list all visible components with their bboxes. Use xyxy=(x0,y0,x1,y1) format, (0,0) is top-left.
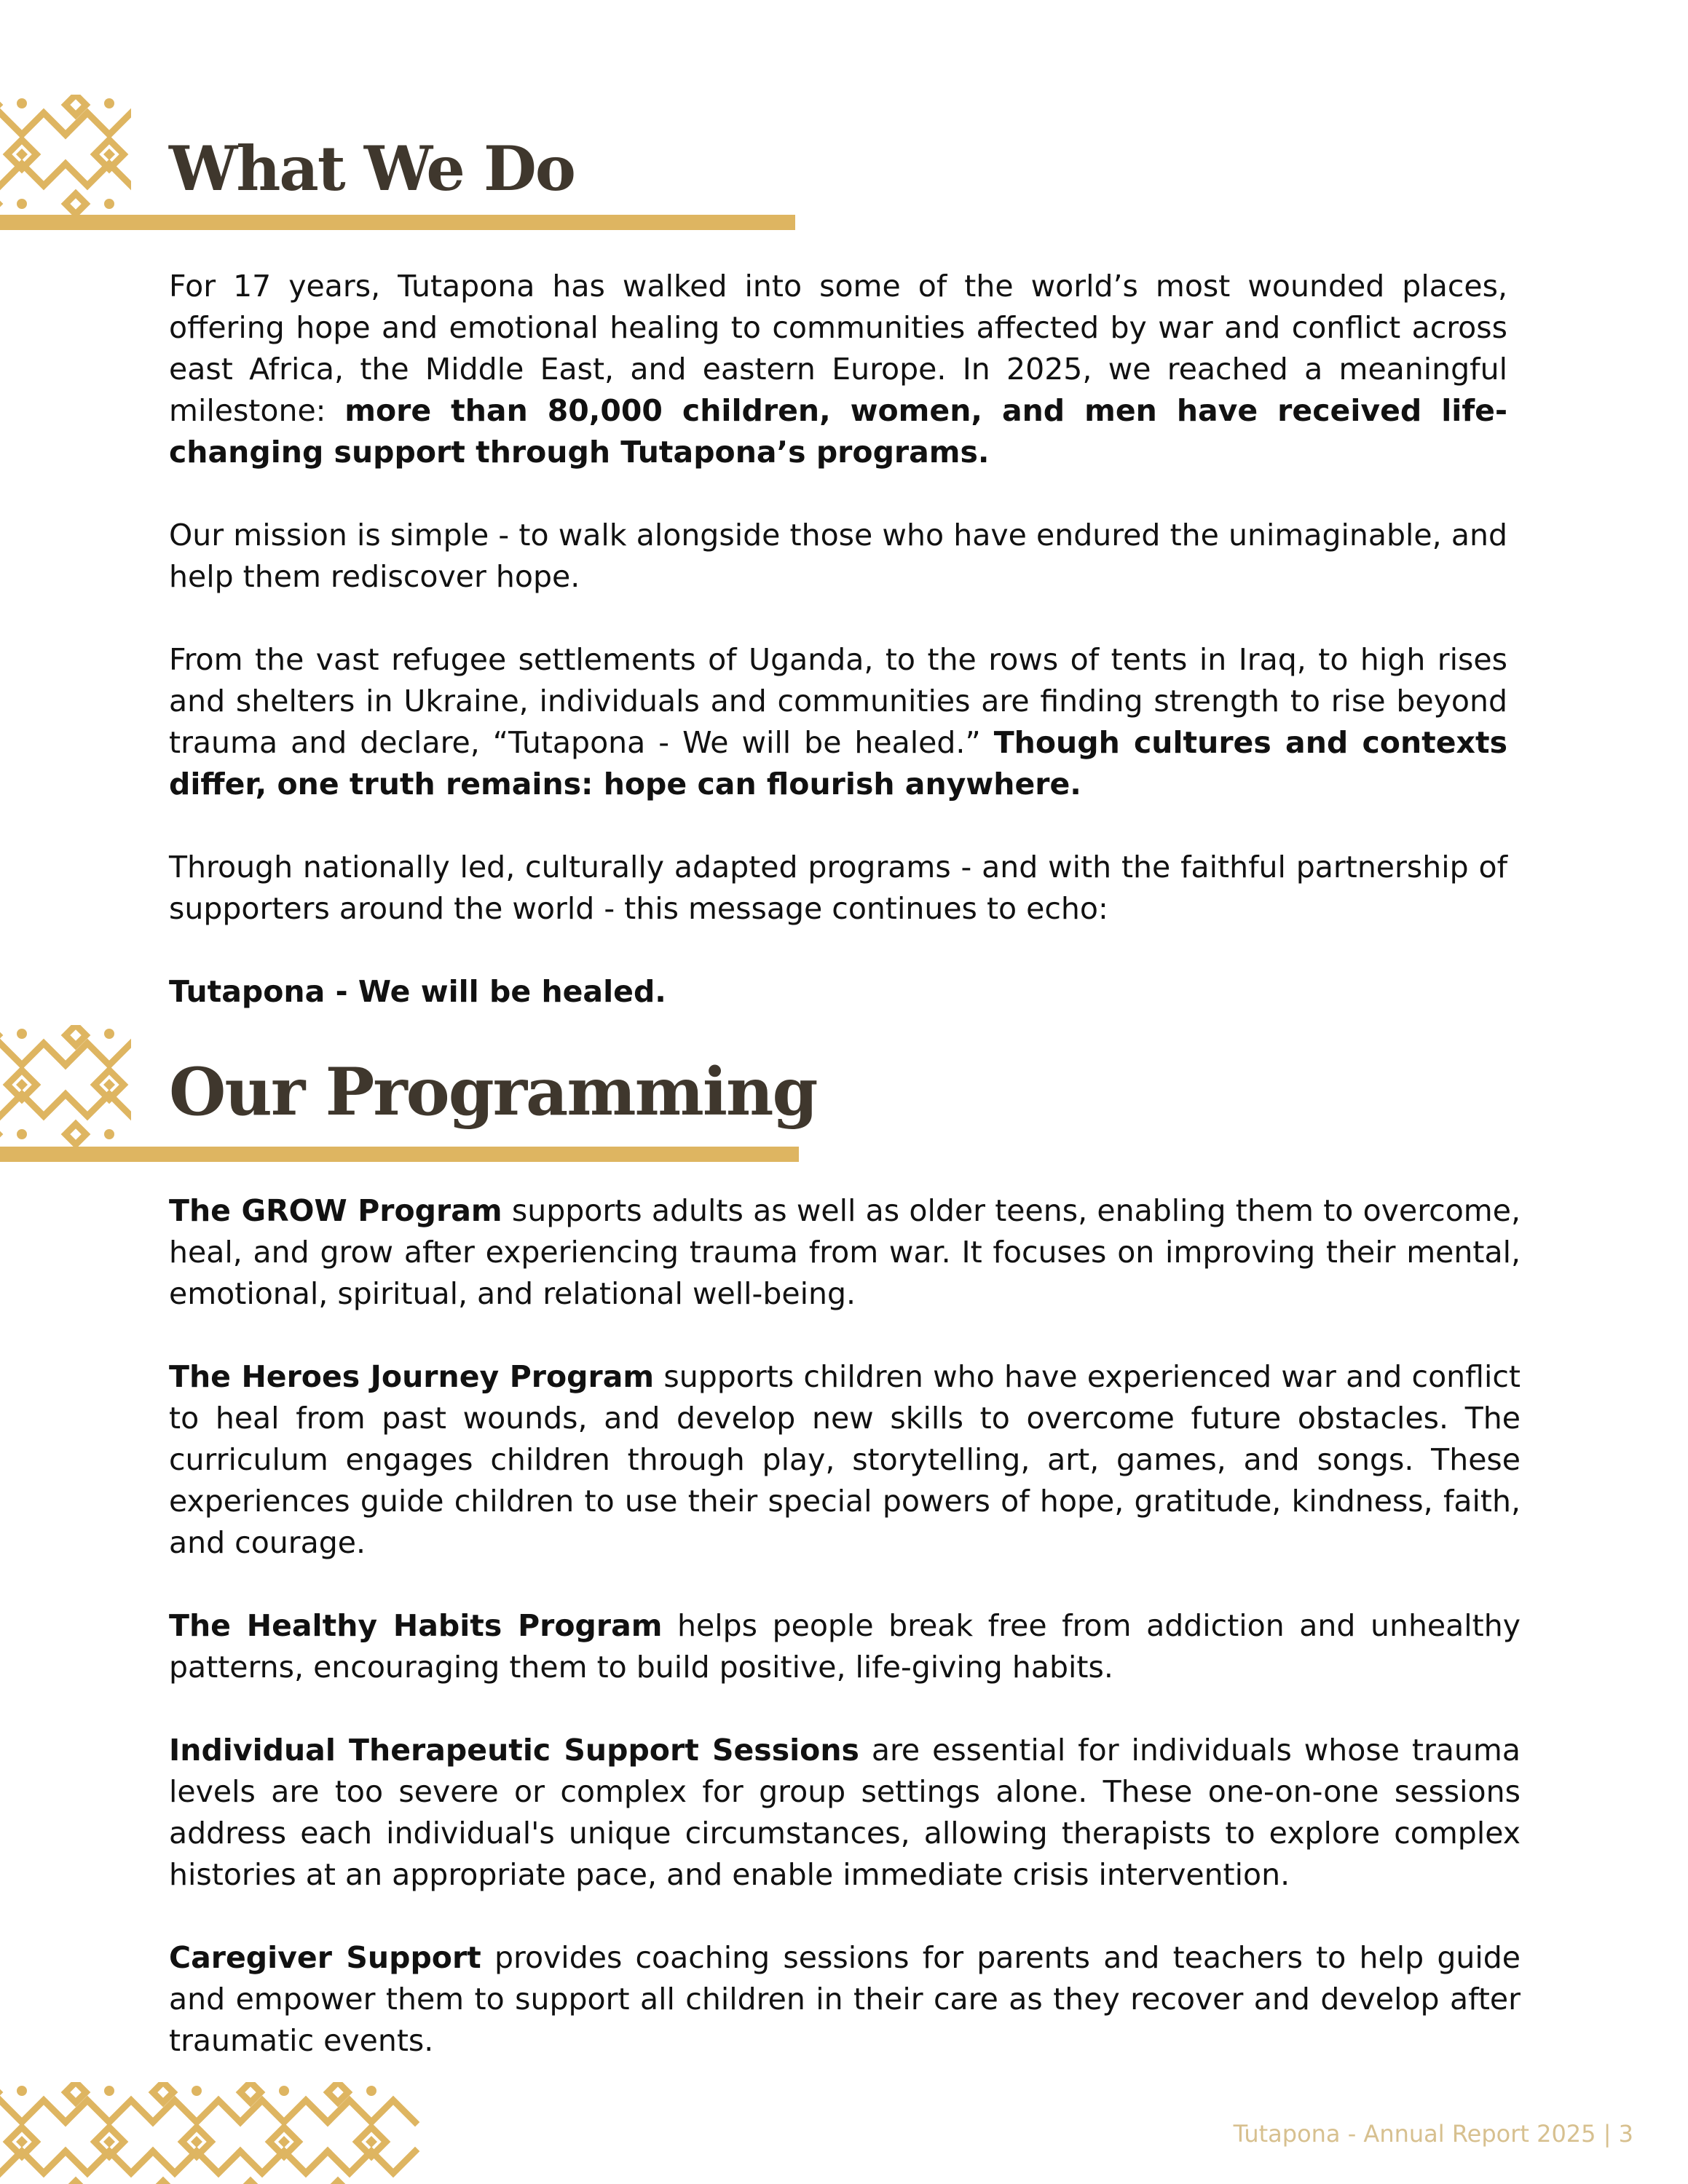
section-divider-what-we-do xyxy=(0,215,795,230)
section-divider-our-programming xyxy=(0,1147,799,1162)
section-title-what-we-do: What We Do xyxy=(169,132,575,205)
paragraph-partnership: Through nationally led, culturally adapted programs - and with the faithful partnership of supporters around the world - this message continues to echo: xyxy=(169,850,1507,926)
section-title-our-programming: Our Programming xyxy=(169,1053,817,1131)
program-heroes-journey: The Heroes Journey Program supports children who have experienced war and conflict to heal from past wounds, and develop new skills to overcome future obstacles. The curriculum engages children through play, storytelling, art, games, and songs. These experiences guide children to use their special powers of hope, gratitude, kindness, faith, and courage. xyxy=(169,1359,1521,1560)
programs-list xyxy=(169,1190,1521,2062)
program-caregiver-support: Caregiver Support provides coaching sessions for parents and teachers to help guide and empower them to support all children in their care as they recover and develop after traumatic events. xyxy=(169,1940,1521,2058)
paragraph-milestone: For 17 years, Tutapona has walked into some of the world’s most wounded places, offering hope and emotional healing to communities affected by war and conflict across east Africa, the Middle East, and eastern Europe. In 2025, we reached a meaningful milestone: more than 80,000 children, women, and men have received life-changing support through Tutapona’s programs. xyxy=(169,269,1508,470)
paragraph-locations: From the vast refugee settlements of Uganda, to the rows of tents in Iraq, to high rises and shelters in Ukraine, individuals and communities are finding strength to rise beyond trauma and declare, “Tutapona - We will be healed.” Though cultures and contexts differ, one truth remains: hope can flourish anywhere. xyxy=(169,642,1507,802)
closing-line: Tutapona - We will be healed. xyxy=(169,974,666,1009)
program-name: The Healthy Habits Program xyxy=(169,1608,663,1643)
program-name: Individual Therapeutic Support Sessions xyxy=(169,1733,859,1768)
tribal-pattern-decoration-middle xyxy=(0,1025,131,1149)
program-name: The Heroes Journey Program xyxy=(169,1359,655,1394)
program-grow: The GROW Program supports adults as well as older teens, enabling them to overcome, heal, and grow after experiencing trauma from war. It focuses on improving their mental, emotional, spiritual, and relational well-being. xyxy=(169,1193,1521,1311)
page-footer: Tutapona - Annual Report 2025 | 3 xyxy=(1233,2120,1633,2148)
what-we-do-body xyxy=(169,266,1507,1013)
program-name: Caregiver Support xyxy=(169,1940,481,1975)
milestone-highlight: more than 80,000 children, women, and men have received life-changing support through Tutapona’s programs. xyxy=(169,393,1508,470)
paragraph-mission: Our mission is simple - to walk alongside those who have endured the unimaginable, and help them rediscover hope. xyxy=(169,518,1507,594)
tribal-pattern-decoration-bottom xyxy=(0,2082,437,2184)
program-healthy-habits: The Healthy Habits Program helps people break free from addiction and unhealthy patterns, encouraging them to build positive, life-giving habits. xyxy=(169,1608,1521,1685)
tribal-pattern-decoration-top xyxy=(0,95,131,218)
hope-highlight: Though cultures and contexts differ, one truth remains: hope can flourish anywhere. xyxy=(169,725,1507,802)
program-name: The GROW Program xyxy=(169,1193,502,1228)
program-individual-support: Individual Therapeutic Support Sessions are essential for individuals whose trauma levels are too severe or complex for group settings alone. These one-on-one sessions address each individual's unique circumstances, allowing therapists to explore complex histories at an appropriate pace, and enable immediate crisis intervention. xyxy=(169,1733,1521,1892)
